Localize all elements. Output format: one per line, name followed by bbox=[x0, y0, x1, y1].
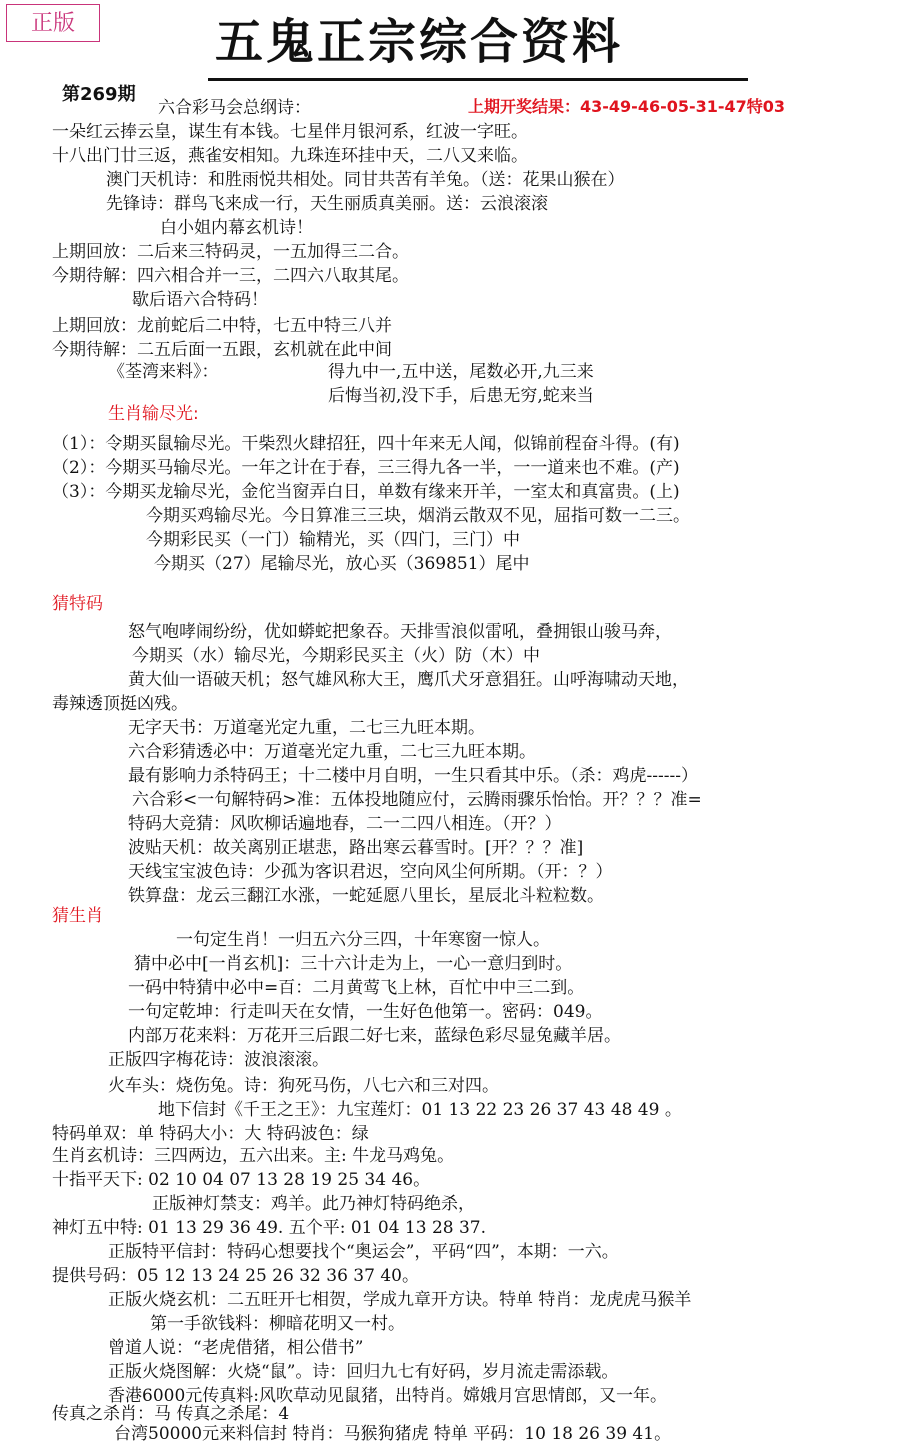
issue-number: 第269期 bbox=[62, 84, 136, 105]
text-line: 先锋诗：群鸟飞来成一行，天生丽质真美丽。送：云浪滚滚 bbox=[106, 194, 548, 214]
text-line: 正版特平信封：特码心想要找个“奥运会”，平码“四”，本期：一六。 bbox=[108, 1242, 619, 1262]
text-line: 正版神灯禁支：鸡羊。此乃神灯特码绝杀， bbox=[152, 1194, 475, 1214]
text-line: 波贴天机：故关离别正堪悲，路出寒云暮雪时。[开？？？准] bbox=[128, 838, 584, 858]
section-heading: 猜特码 bbox=[52, 594, 103, 614]
text-line: 毒辣透顶挺凶残。 bbox=[52, 694, 188, 714]
text-line: 一句定生肖！一归五六分三四，十年寒窗一惊人。 bbox=[176, 930, 550, 950]
genuine-stamp: 正版 bbox=[6, 4, 100, 42]
text-line: 无字天书：万道毫光定九重，二七三九旺本期。 bbox=[128, 718, 485, 738]
text-line: 内部万花来料：万花开三后跟二好七来，蓝绿色彩尽显兔藏羊居。 bbox=[128, 1026, 621, 1046]
text-line: 最有影响力杀特码王；十二楼中月自明，一生只看其中乐。（杀：鸡虎------） bbox=[128, 766, 698, 786]
text-line: 曾道人说：“老虎借猪，相公借书” bbox=[108, 1338, 364, 1358]
text-line: 特码单双：单 特码大小：大 特码波色：绿 bbox=[52, 1124, 369, 1144]
text-line: 天线宝宝波色诗：少孤为客识君迟，空向风尘何所期。（开：？） bbox=[128, 862, 613, 882]
text-line: 六合彩<一句解特码>准：五体投地随应付，云腾雨骤乐怡怡。开？？？准= bbox=[132, 790, 702, 810]
page-title: 五鬼正宗综合资料 bbox=[215, 14, 624, 70]
text-line: 台湾50000元来料信封 特肖：马猴狗猪虎 特单 平码：10 18 26 39 41。 bbox=[114, 1424, 672, 1444]
text-line: 今期待解：二五后面一五跟，玄机就在此中间 bbox=[52, 340, 392, 360]
text-line: 今期买（水）输尽光，今期彩民买主（火）防（木）中 bbox=[132, 646, 540, 666]
text-line: 歇后语六合特码！ bbox=[132, 290, 268, 310]
text-line: 澳门天机诗：和胜雨悦共相处。同甘共苦有羊兔。（送：花果山猴在） bbox=[106, 170, 625, 190]
text-line: 特码大竞猜：风吹柳话遍地春，二一二四八相连。（开？） bbox=[128, 814, 562, 834]
text-line: 一朵红云捧云皇，谋生有本钱。七星伴月银河系，红波一字旺。 bbox=[52, 122, 528, 142]
text-line: 《荃湾来料》： bbox=[108, 362, 219, 382]
text-line: 今期买（27）尾输尽光，放心买（369851）尾中 bbox=[154, 554, 530, 574]
text-line: （2）：今期买马输尽光。一年之计在于春，三三得九各一半，一一道来也不难。(产) bbox=[52, 458, 680, 478]
text-line: 上期回放：二后来三特码灵，一五加得三二合。 bbox=[52, 242, 409, 262]
text-line: 香港6000元传真料:风吹草动见鼠猪，出特肖。嫦娥月宫思情郎，又一年。 bbox=[108, 1386, 667, 1406]
text-line: 六合彩马会总纲诗： bbox=[158, 98, 311, 118]
text-line: 正版四字梅花诗：波浪滚滚。 bbox=[108, 1050, 329, 1070]
text-line: 正版火烧玄机：二五旺开七相贺，学成九章开方诀。特单 特肖：龙虎虎马猴羊 bbox=[108, 1290, 692, 1310]
text-line: 今期彩民买（一门）输精光，买（四门，三门）中 bbox=[146, 530, 520, 550]
section-heading: 生肖输尽光: bbox=[108, 404, 199, 424]
text-line: 上期回放：龙前蛇后二中特，七五中特三八并 bbox=[52, 316, 392, 336]
text-line: 白小姐内幕玄机诗！ bbox=[160, 218, 313, 238]
text-line: 今期买鸡输尽光。今日算准三三块，烟消云散双不见，屈指可数一二三。 bbox=[146, 506, 690, 526]
text-line: 提供号码：05 12 13 24 25 26 32 36 37 40。 bbox=[52, 1266, 419, 1286]
text-line: （1）：令期买鼠输尽光。干柴烈火肆招狂，四十年来无人闻，似锦前程奋斗得。(有) bbox=[52, 434, 680, 454]
text-line: 第一手欲钱料：柳暗花明又一村。 bbox=[150, 1314, 405, 1334]
text-line: 十指平天下: 02 10 04 07 13 28 19 25 34 46。 bbox=[52, 1170, 431, 1190]
text-line: 怒气咆哮闹纷纷，优如蟒蛇把象吞。天排雪浪似雷吼，叠拥银山骏马奔， bbox=[128, 622, 672, 642]
text-line: （3）：今期买龙输尽光，金佗当窗弄白日，单数有缘来开羊，一室太和真富贵。(上) bbox=[52, 482, 680, 502]
text-line: 生肖玄机诗：三四两边，五六出来。主: 牛龙马鸡兔。 bbox=[52, 1146, 455, 1166]
text-line: 地下信封《千王之王》：九宝莲灯：01 13 22 23 26 37 43 48 49 。 bbox=[158, 1100, 682, 1120]
text-line: 后悔当初,没下手，后患无穷,蛇来当 bbox=[328, 386, 594, 406]
section-heading: 猜生肖 bbox=[52, 906, 103, 926]
text-line: 铁算盘：龙云三翻江水涨，一蛇延愿八里长，星辰北斗粒粒数。 bbox=[128, 886, 604, 906]
text-line: 今期待解：四六相合并一三，二四六八取其尾。 bbox=[52, 266, 409, 286]
text-line: 火车头：烧伤兔。诗：狗死马伤，八七六和三对四。 bbox=[108, 1076, 499, 1096]
text-line: 正版火烧图解：火烧“鼠”。诗：回归九七有好码，岁月流走需添载。 bbox=[108, 1362, 619, 1382]
text-line: 神灯五中特: 01 13 29 36 49. 五个平: 01 04 13 28 37. bbox=[52, 1218, 487, 1238]
last-result: 上期开奖结果：43-49-46-05-31-47特03 bbox=[468, 97, 786, 116]
text-line: 黄大仙一语破天机；怒气雄风称大王，鹰爪犬牙意猖狂。山呼海啸动天地， bbox=[128, 670, 689, 690]
text-line: 传真之杀肖：马 传真之杀尾：4 bbox=[52, 1404, 290, 1424]
text-line: 十八出门廿三返，燕雀安相知。九珠连环挂中天，二八又来临。 bbox=[52, 146, 528, 166]
text-line: 一句定乾坤：行走叫天在女情，一生好色他第一。密码：049。 bbox=[128, 1002, 603, 1022]
text-line: 一码中特猜中必中=百：二月黄莺飞上林，百忙中中三二到。 bbox=[128, 978, 585, 998]
text-line: 猜中必中[一肖玄机]：三十六计走为上，一心一意归到时。 bbox=[134, 954, 573, 974]
text-line: 得九中一,五中送，尾数必开,九三来 bbox=[328, 362, 594, 382]
text-line: 六合彩猜透必中：万道毫光定九重，二七三九旺本期。 bbox=[128, 742, 536, 762]
title-underline bbox=[208, 78, 748, 81]
